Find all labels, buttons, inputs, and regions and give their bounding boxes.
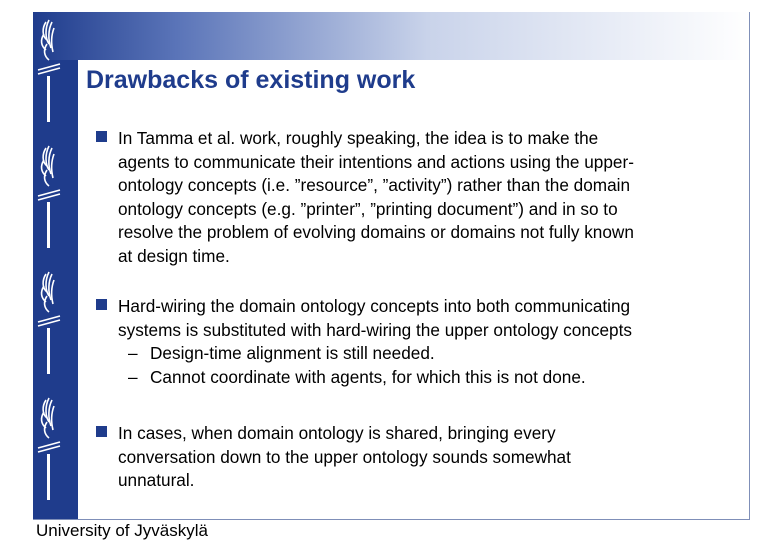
footer-university-name: University of Jyväskylä [36, 521, 208, 540]
bullet-item-1 [96, 127, 736, 268]
university-emblem-icon [34, 266, 64, 376]
right-border [749, 12, 750, 520]
sub-bullet-item [128, 366, 736, 390]
square-bullet-icon [96, 426, 107, 437]
bullet-item-2 [96, 295, 736, 390]
university-emblem-icon [34, 140, 64, 250]
bottom-border [33, 519, 750, 520]
slide-title: Drawbacks of existing work [86, 66, 416, 94]
dash-bullet: – [128, 367, 138, 387]
bullet-item-3 [96, 422, 736, 493]
bullet-text: In Tamma et al. work, roughly speaking, the idea is to make the agents to communicate their intentions and actions using the upper- ontology concepts (i.e. ”resource”, ”activity”) rather than the domain ontology concepts (e.g. ”printer”, ”printing document”) and in so to resolve the problem of evolving domains or domains not fully known at design time. [118, 128, 634, 266]
bullet-text: Hard-wiring the domain ontology concepts into both communicating systems is substituted with hard-wiring the upper ontology concepts [118, 296, 632, 340]
dash-bullet: – [128, 343, 138, 363]
bullet-text: In cases, when domain ontology is shared, bringing every conversation down to the upper ontology sounds somewhat unnatural. [118, 423, 571, 490]
square-bullet-icon [96, 131, 107, 142]
sub-bullet-item [128, 342, 736, 366]
university-emblem-icon [34, 392, 64, 502]
sub-bullet-text: Cannot coordinate with agents, for which this is not done. [150, 367, 586, 387]
title-gradient-band [33, 12, 750, 60]
square-bullet-icon [96, 299, 107, 310]
university-emblem-icon [34, 14, 64, 124]
sub-bullet-text: Design-time alignment is still needed. [150, 343, 435, 363]
